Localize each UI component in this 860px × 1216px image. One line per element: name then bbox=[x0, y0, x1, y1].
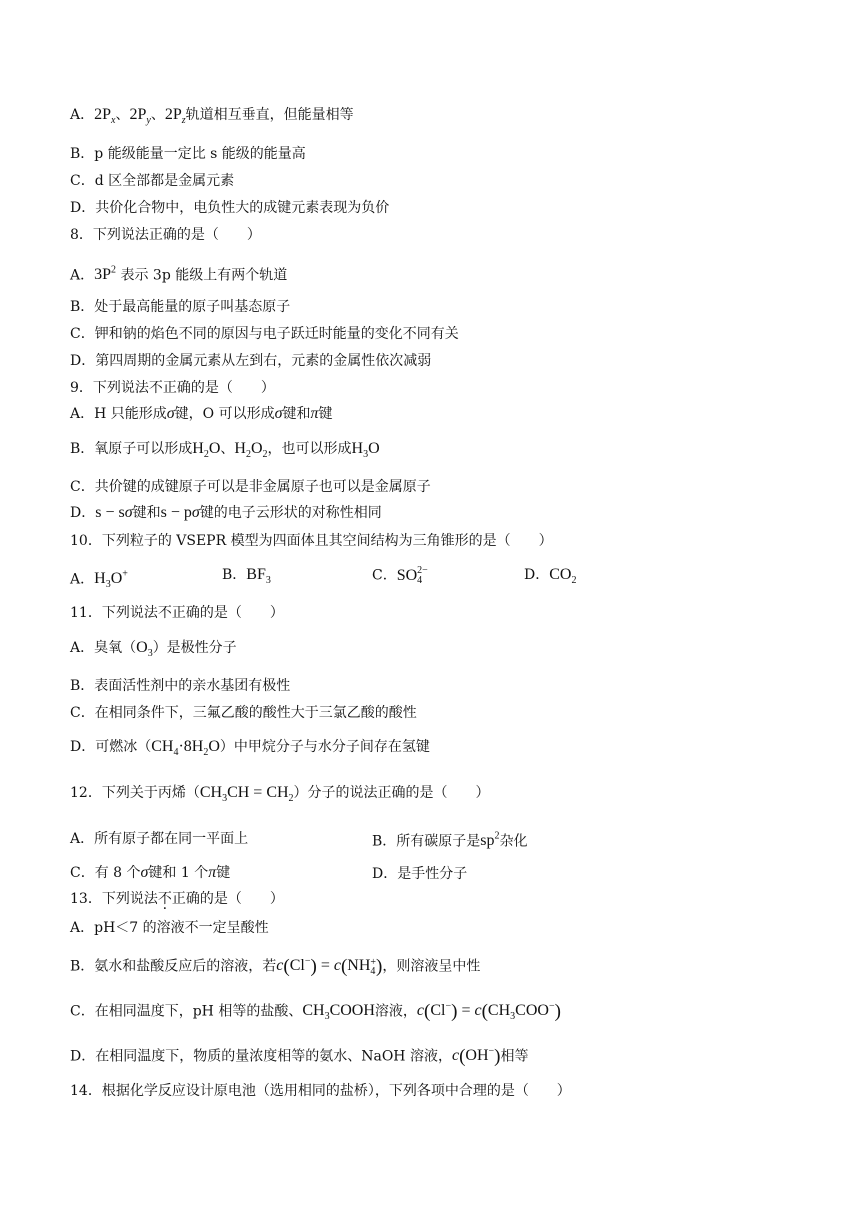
q12-stem: 12．下列关于丙烯$(CH_3CH = CH_2)$分子的说法正确的是（ ） bbox=[70, 784, 490, 805]
q8-option-b: B．处于最高能量的原子叫基态原子 bbox=[70, 299, 291, 315]
q13-option-c: C．在相同温度下，pH 相等的盐酸、$CH_3COOH$溶液，$c(Cl^-) = c(CH_3COO^-)$ bbox=[70, 1001, 561, 1023]
q8-option-a: A．$3P^2$ 表示 3p 能级上有两个轨道 bbox=[70, 265, 288, 284]
q12-option-d: D．是手性分子 bbox=[372, 866, 468, 882]
q13-stem: 13．下列说法不正确的是（ ） bbox=[70, 891, 284, 907]
q9-option-b: B．氧原子可以形成$H_2O$、$H_2O_2$，也可以形成$H_3O$ bbox=[70, 440, 380, 461]
q9-stem: 9．下列说法不正确的是（ ） bbox=[70, 380, 275, 396]
q14-stem: 14．根据化学反应设计原电池（选用相同的盐桥），下列各项中合理的是（ ） bbox=[70, 1083, 571, 1099]
q7-option-d: D．共价化合物中，电负性大的成键元素表现为负价 bbox=[70, 200, 390, 216]
q7-option-a: A．$2P_x$、$2P_y$、$2P_z$轨道相互垂直，但能量相等 bbox=[70, 106, 354, 127]
q10-option-b: B．$BF_3$ bbox=[222, 566, 271, 587]
q10-option-c: C．SO 2− 4 bbox=[372, 565, 428, 586]
q12-option-b: B．所有碳原子是$sp^2$杂化 bbox=[372, 831, 528, 850]
q9-option-c: C．共价键的成键原子可以是非金属原子也可以是金属原子 bbox=[70, 479, 431, 495]
q8-option-d: D．第四周期的金属元素从左到右，元素的金属性依次减弱 bbox=[70, 353, 432, 369]
q9-option-a: A．H 只能形成σ键，O 可以形成σ键和π键 bbox=[70, 405, 333, 422]
q11-option-a: A．臭氧$(O_3)$是极性分子 bbox=[70, 639, 237, 660]
q8-option-c: C．钾和钠的焰色不同的原因与电子跃迁时能量的变化不同有关 bbox=[70, 326, 459, 342]
q12-option-c: C．有 8 个σ键和 1 个π键 bbox=[70, 864, 231, 881]
q13-option-a: A．pH＜7 的溶液不一定呈酸性 bbox=[70, 920, 269, 936]
q9-option-d: D．s − sσ键和s − pσ键的电子云形状的对称性相同 bbox=[70, 504, 382, 521]
q11-stem: 11．下列说法不正确的是（ ） bbox=[70, 605, 284, 621]
q11-option-d: D．可燃冰$(CH_4\cdot 8H_2O)$中甲烷分子与水分子间存在氢键 bbox=[70, 738, 430, 759]
q10-option-d: D．$CO_2$ bbox=[524, 566, 577, 587]
q11-option-b: B．表面活性剂中的亲水基团有极性 bbox=[70, 678, 291, 694]
q10-option-a: A．$H_3O^+$ bbox=[70, 569, 128, 591]
q7-option-b: B．p 能级能量一定比 s 能级的能量高 bbox=[70, 146, 306, 162]
q11-option-c: C．在相同条件下，三氟乙酸的酸性大于三氯乙酸的酸性 bbox=[70, 705, 417, 721]
q10-stem: 10．下列粒子的 VSEPR 模型为四面体且其空间结构为三角锥形的是（ ） bbox=[70, 533, 553, 549]
q12-option-a: A．所有原子都在同一平面上 bbox=[70, 831, 249, 847]
q8-stem: 8．下列说法正确的是（ ） bbox=[70, 227, 261, 243]
emphasis-dot: 不 bbox=[157, 891, 172, 907]
q13-option-b: B．氨水和盐酸反应后的溶液，若c(Cl−) = c(NH + 4 )，则溶液呈中性 bbox=[70, 956, 481, 978]
q7-option-c: C．d 区全部都是金属元素 bbox=[70, 173, 235, 189]
q13-option-d: D．在相同温度下，物质的量浓度相等的氨水、NaOH 溶液，c(OH−)相等 bbox=[70, 1046, 529, 1068]
